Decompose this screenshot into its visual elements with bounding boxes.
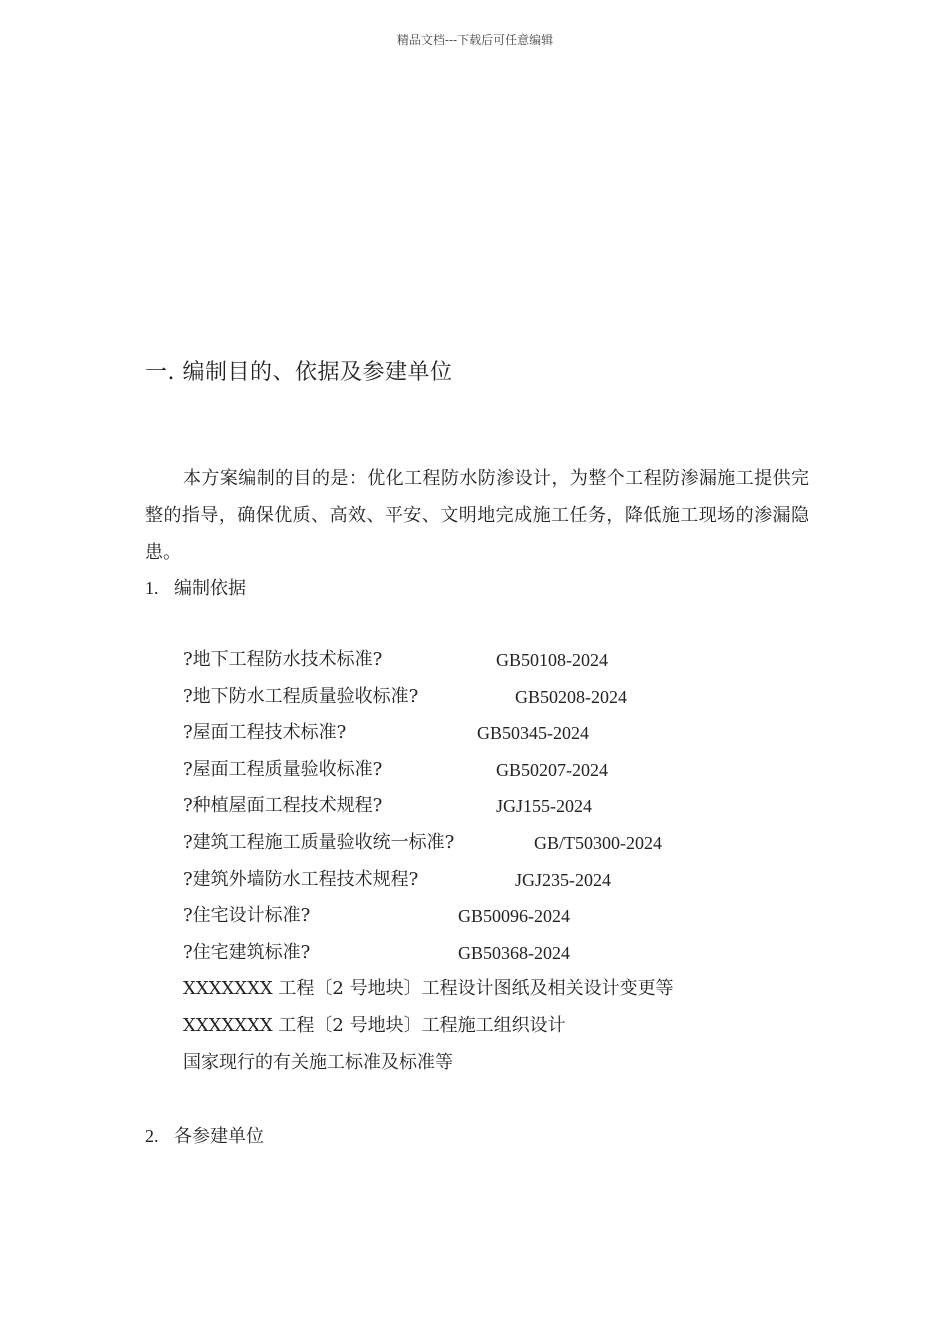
- standard-row: [183, 902, 674, 939]
- standard-code: GB/T50300-2024: [534, 832, 662, 853]
- standard-code: GB50207-2024: [496, 759, 608, 780]
- standard-row: [183, 866, 674, 903]
- standard-code: GB50368-2024: [458, 942, 570, 963]
- standard-row: [183, 756, 674, 793]
- standard-code: GB50096-2024: [458, 906, 570, 927]
- standard-row: [183, 719, 674, 756]
- standard-row: [183, 683, 674, 720]
- units-heading: [145, 1122, 264, 1148]
- standard-name: ?地下防水工程质量验收标准?: [183, 685, 419, 707]
- standard-name: ?建筑工程施工质量验收统一标准?: [183, 831, 455, 853]
- standard-name: ?住宅设计标准?: [183, 905, 311, 927]
- standard-name: ?地下工程防水技术标准?: [183, 649, 383, 670]
- standard-name: ?屋面工程技术标准?: [183, 722, 347, 744]
- basis-extra-item: XXXXXXX 工程〔2 号地块〕工程设计图纸及相关设计变更等: [183, 978, 674, 1000]
- standard-name: ?种植屋面工程技术规程?: [183, 795, 383, 817]
- basis-extra-item: 国家现行的有关施工标准及标准等: [183, 1051, 453, 1073]
- intro-paragraph: 本方案编制的目的是：优化工程防水防渗设计，为整个工程防渗漏施工提供完整的指导，确保优质、高效、平安、文明地完成施工任务，降低施工现场的渗漏隐患。: [145, 468, 809, 563]
- standard-row: [183, 792, 674, 829]
- standard-code: GB50108-2024: [496, 650, 608, 670]
- standard-row: [183, 939, 674, 976]
- page-header: 精品文档---下载后可任意编辑: [396, 33, 554, 47]
- standard-code: GB50345-2024: [477, 723, 589, 744]
- standard-code: GB50208-2024: [515, 686, 627, 707]
- standard-row: [183, 646, 674, 683]
- standard-name: ?屋面工程质量验收标准?: [183, 758, 383, 780]
- section-title: 一. 编制目的、依据及参建单位: [145, 360, 453, 385]
- units-heading-title: 各参建单位: [174, 1126, 264, 1147]
- standard-code: JGJ235-2024: [515, 869, 612, 890]
- standard-code: JGJ155-2024: [496, 796, 593, 817]
- basis-heading: [145, 574, 246, 600]
- standards-list: [183, 646, 674, 1085]
- basis-heading-number: 1.: [145, 578, 159, 598]
- standard-name: ?建筑外墙防水工程技术规程?: [183, 868, 419, 890]
- units-heading-number: 2.: [145, 1126, 159, 1146]
- standard-row: [183, 829, 674, 866]
- basis-heading-title: 编制依据: [174, 578, 246, 599]
- basis-extra-item: XXXXXXX 工程〔2 号地块〕工程施工组织设计: [183, 1014, 566, 1036]
- standard-name: ?住宅建筑标准?: [183, 941, 311, 963]
